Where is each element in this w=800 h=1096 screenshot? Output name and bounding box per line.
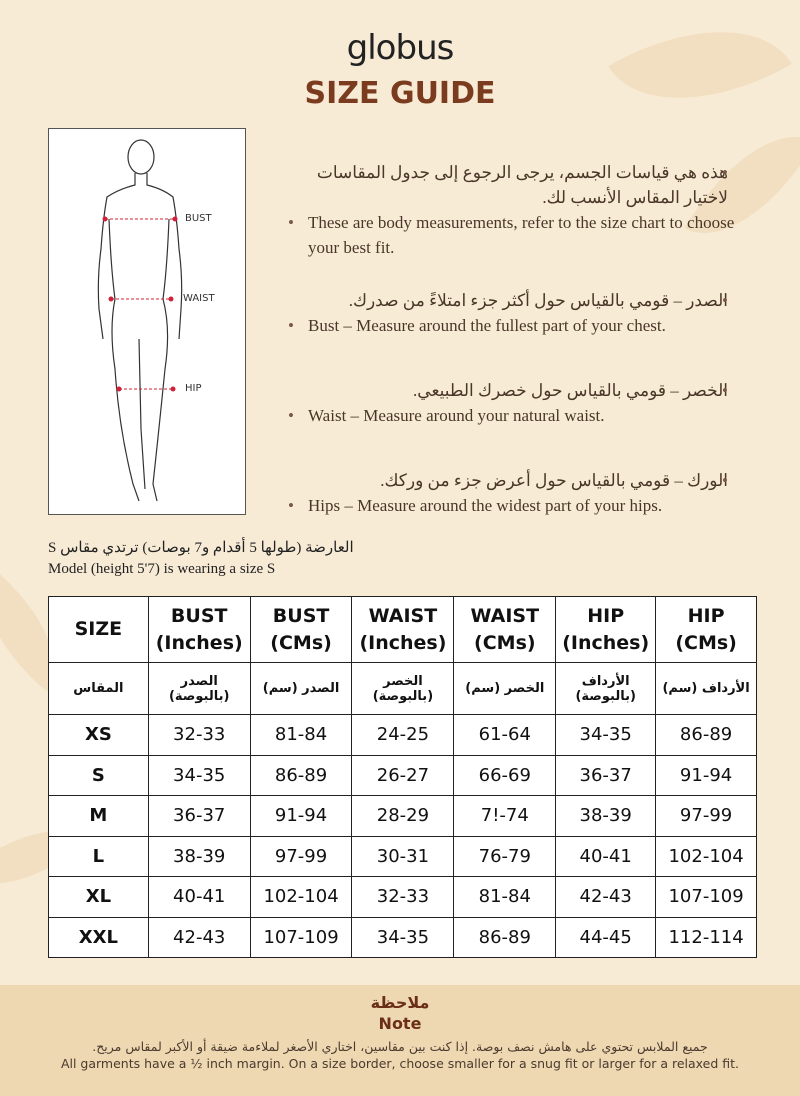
measurement-cell: 24-25 [352, 715, 454, 756]
measurement-cell: 112-114 [656, 917, 757, 958]
instruction-en: • Hips – Measure around the widest part of your hips. [288, 493, 758, 518]
table-header-row [49, 597, 757, 663]
measurement-cell: 86-89 [656, 715, 757, 756]
size-cell: XS [49, 715, 149, 756]
bust-label: BUST [185, 213, 212, 224]
waist-label: WAIST [183, 293, 215, 304]
instruction-ar: • هذه هي قياسات الجسم، يرجى الرجوع إلى جدول المقاسات لاختيار المقاس الأنسب لك. [288, 160, 728, 210]
measurement-cell: 36-37 [556, 755, 656, 796]
instruction-group [288, 378, 758, 428]
column-header-line: BUST [170, 604, 228, 627]
model-info-en: Model (height 5'7) is wearing a size S [48, 561, 276, 577]
measurement-cell: 97-99 [656, 796, 757, 837]
hip-label: HIP [185, 383, 202, 394]
measurement-cell: 102-104 [656, 836, 757, 877]
measurement-cell: 44-45 [556, 917, 656, 958]
column-header-line: WAIST [368, 604, 438, 627]
measurement-cell: 32-33 [148, 715, 250, 756]
table-header-row-ar [49, 663, 757, 715]
measurement-cell: 28-29 [352, 796, 454, 837]
brand-logo: globus [346, 28, 454, 68]
column-header-line: (CMs) [474, 631, 536, 654]
measurement-cell: 81-84 [454, 877, 556, 918]
measurement-cell: 86-89 [250, 755, 352, 796]
size-cell: XXL [49, 917, 149, 958]
instruction-ar: • الخصر – قومي بالقياس حول خصرك الطبيعي. [288, 378, 728, 403]
measurement-cell: 76-79 [454, 836, 556, 877]
measurement-cell: 91-94 [250, 796, 352, 837]
column-header [250, 597, 352, 663]
table-row [49, 877, 757, 918]
table-row [49, 796, 757, 837]
measurement-cell: 61-64 [454, 715, 556, 756]
column-header [49, 597, 149, 663]
note-title-ar: ملاحظة [370, 993, 430, 1012]
column-header-ar: الخصر (بالبوصة) [352, 663, 454, 715]
column-header [556, 597, 656, 663]
measurement-cell: 97-99 [250, 836, 352, 877]
column-header-line: (CMs) [270, 631, 332, 654]
note-footer [0, 985, 800, 1096]
instruction-group [288, 160, 758, 260]
note-title: Note [378, 1014, 422, 1033]
body-measurement-figure [48, 128, 246, 515]
measurement-cell: 38-39 [556, 796, 656, 837]
instruction-ar: • الصدر – قومي بالقياس حول أكثر جزء امتلاءً من صدرك. [288, 288, 728, 313]
size-cell: S [49, 755, 149, 796]
measurement-instructions [288, 160, 758, 544]
model-info [48, 538, 358, 580]
column-header-ar: الصدر (سم) [250, 663, 352, 715]
measurement-cell: 66-69 [454, 755, 556, 796]
size-cell: M [49, 796, 149, 837]
measurement-cell: 102-104 [250, 877, 352, 918]
measurement-cell: 86-89 [454, 917, 556, 958]
column-header-line: (Inches) [155, 631, 243, 654]
column-header-line: HIP [587, 604, 625, 627]
column-header-line: HIP [687, 604, 725, 627]
column-header-line: (Inches) [562, 631, 650, 654]
measurement-cell: 34-35 [352, 917, 454, 958]
column-header-ar: الخصر (سم) [454, 663, 556, 715]
measurement-cell: 42-43 [556, 877, 656, 918]
leaf-decoration [608, 0, 792, 144]
measurement-cell: 26-27 [352, 755, 454, 796]
size-cell: L [49, 836, 149, 877]
column-header [454, 597, 556, 663]
instruction-ar: • الورك – قومي بالقياس حول أعرض جزء من وركك. [288, 468, 728, 493]
column-header-line: (CMs) [675, 631, 737, 654]
measurement-cell: 91-94 [656, 755, 757, 796]
measurement-cell: 36-37 [148, 796, 250, 837]
note-text-ar: جميع الملابس تحتوي على هامش نصف بوصة. إذا كنت بين مقاسين، اختاري الأصغر لملاءمة ضيقة أو الأكبر لمقاس مريح. [92, 1039, 708, 1054]
figure-illustration [49, 129, 247, 516]
instruction-en: • These are body measurements, refer to the size chart to choose your best fit. [288, 210, 758, 260]
column-header [148, 597, 250, 663]
measurement-cell: 7!-74 [454, 796, 556, 837]
instruction-en: • Bust – Measure around the fullest part of your chest. [288, 313, 758, 338]
instruction-group [288, 468, 758, 518]
instruction-group [288, 288, 758, 338]
column-header-line: SIZE [74, 618, 123, 640]
measurement-cell: 42-43 [148, 917, 250, 958]
column-header-line: (Inches) [359, 631, 447, 654]
table-row [49, 755, 757, 796]
size-cell: XL [49, 877, 149, 918]
column-header-ar: الصدر (بالبوصة) [148, 663, 250, 715]
measurement-cell: 38-39 [148, 836, 250, 877]
note-text: All garments have a ½ inch margin. On a size border, choose smaller for a snug fit or larger for a relaxed fit. [60, 1056, 740, 1071]
model-info-ar: العارضة (طولها 5 أقدام و7 بوصات) ترتدي مقاس S [48, 540, 354, 556]
column-header-ar: الأرداف (بالبوصة) [556, 663, 656, 715]
column-header [656, 597, 757, 663]
measurement-cell: 40-41 [148, 877, 250, 918]
table-row [49, 836, 757, 877]
measurement-cell: 40-41 [556, 836, 656, 877]
table-row [49, 917, 757, 958]
size-chart-table [48, 596, 757, 958]
page-title: SIZE GUIDE [304, 76, 496, 111]
measurement-cell: 107-109 [656, 877, 757, 918]
column-header-line: BUST [272, 604, 330, 627]
measurement-cell: 107-109 [250, 917, 352, 958]
instruction-en: • Waist – Measure around your natural waist. [288, 403, 758, 428]
measurement-cell: 81-84 [250, 715, 352, 756]
column-header-line: WAIST [470, 604, 540, 627]
column-header-ar: المقاس [49, 663, 149, 715]
measurement-cell: 32-33 [352, 877, 454, 918]
measurement-cell: 34-35 [148, 755, 250, 796]
measurement-cell: 34-35 [556, 715, 656, 756]
column-header-ar: الأرداف (سم) [656, 663, 757, 715]
column-header [352, 597, 454, 663]
table-row [49, 715, 757, 756]
measurement-cell: 30-31 [352, 836, 454, 877]
